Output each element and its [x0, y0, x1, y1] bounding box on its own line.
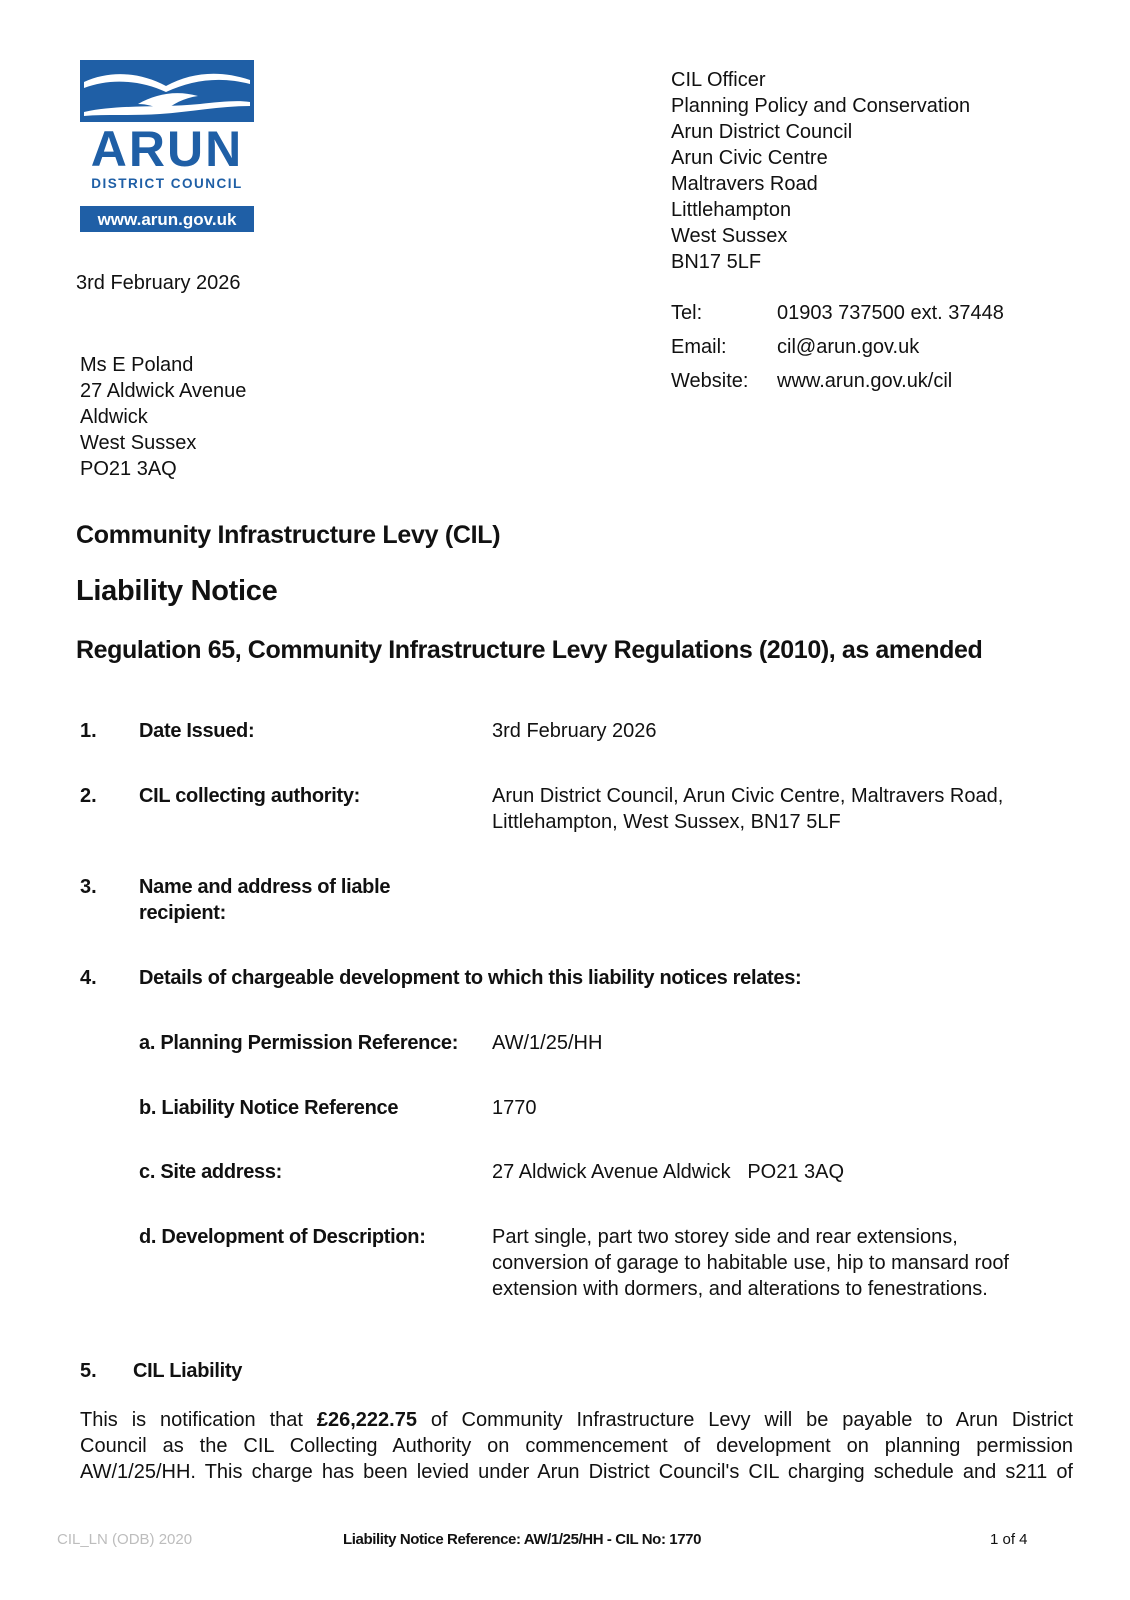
recipient-line: Aldwick	[80, 406, 148, 428]
description-line: conversion of garage to habitable use, hip to mansard roof	[492, 1252, 1009, 1274]
liability-line: AW/1/25/HH. This charge has been levied under Arun District Council's CIL charging schedule and s211 of	[80, 1461, 1073, 1483]
website-link[interactable]: www.arun.gov.uk/cil	[777, 370, 953, 392]
authority-value-line: Littlehampton, West Sussex, BN17 5LF	[492, 811, 841, 833]
liability-paragraph	[80, 1407, 1073, 1485]
site-address-label: c. Site address:	[139, 1161, 283, 1183]
site-address-value: 27 Aldwick Avenue Aldwick PO21 3AQ	[492, 1161, 845, 1183]
development-details-label: Details of chargeable development to which this liability notices relates:	[139, 967, 802, 989]
levy-heading: Community Infrastructure Levy (CIL)	[76, 521, 501, 549]
sender-address	[671, 67, 970, 275]
footer-page-number: 1 of 4	[990, 1531, 1028, 1548]
sender-line: CIL Officer	[671, 69, 766, 91]
recipient-line: Ms E Poland	[80, 354, 194, 376]
sender-line: BN17 5LF	[671, 251, 762, 273]
date-issued-label: Date Issued:	[139, 720, 255, 742]
item-number: 5.	[80, 1360, 97, 1382]
date-issued-value: 3rd February 2026	[492, 720, 657, 742]
description-value	[492, 1224, 1009, 1302]
liability-line1-pre: This is notification that	[80, 1409, 303, 1431]
email-label: Email:	[671, 336, 727, 358]
recipient-line: 27 Aldwick Avenue	[80, 380, 247, 402]
website-label: Website:	[671, 370, 749, 392]
footer-form-code: CIL_LN (ODB) 2020	[57, 1531, 193, 1548]
planning-ref-label: a. Planning Permission Reference:	[139, 1032, 459, 1054]
sender-line: Maltravers Road	[671, 173, 818, 195]
liability-line	[80, 1407, 1073, 1433]
council-logo	[80, 60, 254, 232]
regulation-heading: Regulation 65, Community Infrastructure Levy Regulations (2010), as amended	[76, 636, 983, 664]
item-number: 1.	[80, 720, 97, 742]
logo-name: ARUN	[90, 121, 244, 177]
liability-line1-post: of Community Infrastructure Levy will be payable to Arun District	[430, 1409, 1074, 1431]
item-number: 4.	[80, 967, 97, 989]
arun-logo-graphic	[80, 60, 254, 232]
notice-ref-label: b. Liability Notice Reference	[139, 1097, 399, 1119]
cil-liability-heading: CIL Liability	[133, 1360, 243, 1382]
item-number: 2.	[80, 785, 97, 807]
footer-reference: Liability Notice Reference: AW/1/25/HH - CIL No: 1770	[343, 1531, 702, 1548]
sender-line: Arun Civic Centre	[671, 147, 828, 169]
planning-ref-value: AW/1/25/HH	[492, 1032, 603, 1054]
description-line: extension with dormers, and alterations to fenestrations.	[492, 1278, 988, 1300]
authority-value	[492, 783, 1003, 835]
contact-details	[671, 300, 1071, 410]
sender-line: West Sussex	[671, 225, 788, 247]
authority-label: CIL collecting authority:	[139, 785, 361, 807]
recipient-line: West Sussex	[80, 432, 197, 454]
description-line: Part single, part two storey side and rear extensions,	[492, 1226, 958, 1248]
authority-value-line: Arun District Council, Arun Civic Centre, Maltravers Road,	[492, 785, 1004, 807]
letter-date: 3rd February 2026	[76, 272, 241, 294]
sender-line: Arun District Council	[671, 121, 853, 143]
liable-recipient-label	[139, 874, 390, 926]
sender-line: Littlehampton	[671, 199, 792, 221]
item-number: 3.	[80, 876, 97, 898]
notice-heading: Liability Notice	[76, 575, 278, 607]
liability-amount: £26,222.75	[316, 1409, 417, 1431]
liability-line: Council as the CIL Collecting Authority on commencement of development on planning permission	[80, 1435, 1073, 1457]
liable-recipient-label-line: Name and address of liable	[139, 876, 391, 898]
tel-value[interactable]: 01903 737500 ext. 37448	[777, 302, 1004, 324]
recipient-address	[80, 352, 246, 482]
sender-line: Planning Policy and Conservation	[671, 95, 971, 117]
notice-ref-value: 1770	[492, 1097, 537, 1119]
liable-recipient-label-line: recipient:	[139, 902, 227, 924]
email-link[interactable]: cil@arun.gov.uk	[777, 336, 920, 358]
logo-subtitle: DISTRICT COUNCIL	[91, 176, 243, 191]
recipient-line: PO21 3AQ	[80, 458, 177, 480]
logo-url: www.arun.gov.uk	[97, 210, 237, 229]
description-label: d. Development of Description:	[139, 1226, 426, 1248]
tel-label: Tel:	[671, 302, 703, 324]
